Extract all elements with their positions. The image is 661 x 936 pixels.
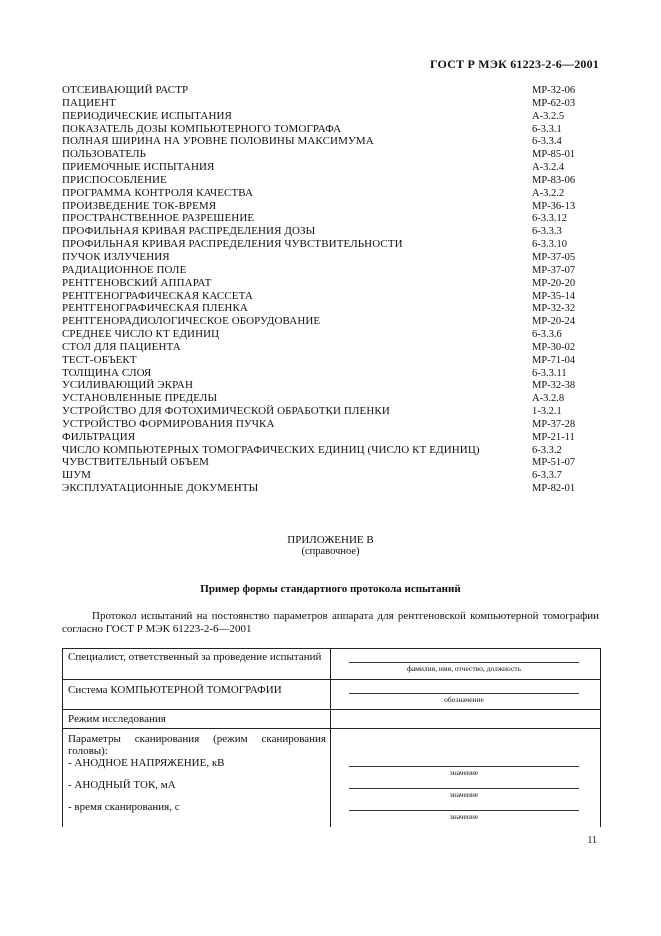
voltage-caption: значение xyxy=(449,768,479,777)
term-name: РЕНТГЕНОГРАФИЧЕСКАЯ ПЛЕНКА xyxy=(62,302,248,315)
system-field[interactable] xyxy=(331,680,600,709)
term-name: ТОЛЩИНА СЛОЯ xyxy=(62,366,152,379)
term-name: ПРОСТРАНСТВЕННОЕ РАЗРЕШЕНИЕ xyxy=(62,212,255,225)
term-name: ЧУВСТВИТЕЛЬНЫЙ ОБЪЕМ xyxy=(62,456,210,469)
term-name: УСИЛИВАЮЩИЙ ЭКРАН xyxy=(62,379,193,392)
term-row xyxy=(62,431,584,444)
document-header: ГОСТ Р МЭК 61223-2-6—2001 xyxy=(430,57,599,71)
term-code: МР-35-14 xyxy=(532,290,576,302)
mode-label: Режим исследования xyxy=(63,710,331,728)
term-row xyxy=(62,187,584,200)
term-name: ПРИСПОСОБЛЕНИЕ xyxy=(62,173,167,186)
protocol-row-specialist xyxy=(63,649,600,680)
term-name: РАДИАЦИОННОЕ ПОЛЕ xyxy=(62,263,187,276)
term-row xyxy=(62,456,584,469)
term-row xyxy=(62,328,584,341)
term-row xyxy=(62,200,584,213)
appendix-subtitle: (справочное) xyxy=(301,546,360,557)
term-code: 6-3.3.12 xyxy=(532,213,567,225)
term-row xyxy=(62,367,584,380)
term-row xyxy=(62,174,584,187)
intro-paragraph: Протокол испытаний на постоянство параметров аппарата для рентгеновской компьютерной томографии согласно ГОСТ Р МЭК 61223-2-6—2001 xyxy=(62,610,599,635)
term-code: 6-3.3.4 xyxy=(532,136,562,148)
term-row xyxy=(62,290,584,303)
term-code: А-3.2.5 xyxy=(532,110,565,122)
term-code: А-3.2.2 xyxy=(532,187,565,199)
term-code: МР-36-13 xyxy=(532,200,576,212)
protocol-form xyxy=(62,648,601,827)
term-code: МР-20-24 xyxy=(532,316,576,328)
term-row xyxy=(62,84,584,97)
protocol-row-system xyxy=(63,680,600,710)
term-code: МР-62-03 xyxy=(532,97,576,109)
time-label: - время сканирования, с xyxy=(68,801,180,813)
term-row xyxy=(62,225,584,238)
specialist-label: Специалист, ответственный за проведение испытаний xyxy=(63,649,331,679)
term-code: А-3.2.8 xyxy=(532,393,565,405)
scan-params-label: Параметры сканирования (режим сканирования головы): xyxy=(68,733,326,757)
term-name: ФИЛЬТРАЦИЯ xyxy=(62,430,136,443)
term-code: 6-3.3.11 xyxy=(532,367,567,379)
term-row xyxy=(62,379,584,392)
term-name: ПУЧОК ИЗЛУЧЕНИЯ xyxy=(62,250,170,263)
term-name: ЧИСЛО КОМПЬЮТЕРНЫХ ТОМОГРАФИЧЕСКИХ ЕДИНИЦ (ЧИСЛО КТ ЕДИНИЦ) xyxy=(62,443,480,456)
term-code: МР-32-32 xyxy=(532,303,576,315)
protocol-row-mode xyxy=(63,710,600,729)
term-row xyxy=(62,264,584,277)
current-caption: значение xyxy=(449,790,479,799)
term-row xyxy=(62,354,584,367)
scan-params-cell xyxy=(63,729,331,827)
voltage-fill-line xyxy=(349,766,579,767)
term-name: СТОЛ ДЛЯ ПАЦИЕНТА xyxy=(62,340,181,353)
term-row xyxy=(62,277,584,290)
term-name: УСТАНОВЛЕННЫЕ ПРЕДЕЛЫ xyxy=(62,392,218,405)
term-name: СРЕДНЕЕ ЧИСЛО КТ ЕДИНИЦ xyxy=(62,328,220,341)
term-code: МР-30-02 xyxy=(532,341,576,353)
term-row xyxy=(62,148,584,161)
term-row xyxy=(62,110,584,123)
term-code: 6-3.3.7 xyxy=(532,470,562,482)
term-code: 1-3.2.1 xyxy=(532,406,562,418)
term-code: МР-85-01 xyxy=(532,149,576,161)
term-name: РЕНТГЕНОГРАФИЧЕСКАЯ КАССЕТА xyxy=(62,289,253,302)
term-row xyxy=(62,392,584,405)
term-row xyxy=(62,341,584,354)
term-code: МР-21-11 xyxy=(532,431,575,443)
specialist-fill-line xyxy=(349,662,579,663)
system-fill-line xyxy=(349,693,579,694)
term-name: ШУМ xyxy=(62,469,91,482)
page-number: 11 xyxy=(587,835,597,846)
mode-field[interactable] xyxy=(331,710,600,728)
voltage-label: - АНОДНОЕ НАПРЯЖЕНИЕ, кВ xyxy=(68,757,225,769)
term-code: МР-32-38 xyxy=(532,380,576,392)
term-row xyxy=(62,251,584,264)
term-name: ПАЦИЕНТ xyxy=(62,96,116,109)
term-name: ПЕРИОДИЧЕСКИЕ ИСПЫТАНИЯ xyxy=(62,109,232,122)
term-name: ПОЛЬЗОВАТЕЛЬ xyxy=(62,148,147,161)
system-caption: обозначение xyxy=(444,695,484,704)
specialist-caption: фамилия, имя, отчество, должность xyxy=(406,664,522,673)
term-row xyxy=(62,161,584,174)
term-row xyxy=(62,482,584,495)
time-caption: значение xyxy=(449,812,479,821)
term-code: МР-51-07 xyxy=(532,457,576,469)
term-name: ПРОФИЛЬНАЯ КРИВАЯ РАСПРЕДЕЛЕНИЯ ДОЗЫ xyxy=(62,225,316,238)
term-name: ЭКСПЛУАТАЦИОННЫЕ ДОКУМЕНТЫ xyxy=(62,482,259,495)
time-fill-line xyxy=(349,810,579,811)
term-code: МР-37-05 xyxy=(532,251,576,263)
term-row xyxy=(62,135,584,148)
term-name: ПОЛНАЯ ШИРИНА НА УРОВНЕ ПОЛОВИНЫ МАКСИМУМА xyxy=(62,135,374,148)
term-code: МР-83-06 xyxy=(532,174,576,186)
term-name: РЕНТГЕНОВСКИЙ АППАРАТ xyxy=(62,276,212,289)
term-name: ПОКАЗАТЕЛЬ ДОЗЫ КОМПЬЮТЕРНОГО ТОМОГРАФА xyxy=(62,122,342,135)
section-heading: Пример формы стандартного протокола испытаний xyxy=(200,583,461,595)
scan-params-fields xyxy=(331,729,600,827)
term-row xyxy=(62,212,584,225)
system-label: Система КОМПЬЮТЕРНОЙ ТОМОГРАФИИ xyxy=(63,680,331,709)
term-name: УСТРОЙСТВО ФОРМИРОВАНИЯ ПУЧКА xyxy=(62,417,275,430)
term-code: МР-71-04 xyxy=(532,354,576,366)
terms-index xyxy=(62,84,584,495)
specialist-field[interactable] xyxy=(331,649,600,679)
term-code: МР-37-07 xyxy=(532,264,576,276)
term-row xyxy=(62,315,584,328)
term-row xyxy=(62,238,584,251)
term-name: ПРОФИЛЬНАЯ КРИВАЯ РАСПРЕДЕЛЕНИЯ ЧУВСТВИТЕЛЬНОСТИ xyxy=(62,238,403,251)
appendix-title: ПРИЛОЖЕНИЕ В xyxy=(287,534,374,546)
term-name: РЕНТГЕНОРАДИОЛОГИЧЕСКОЕ ОБОРУДОВАНИЕ xyxy=(62,315,321,328)
term-row xyxy=(62,444,584,457)
term-code: МР-32-06 xyxy=(532,85,576,96)
term-row xyxy=(62,418,584,431)
term-row xyxy=(62,469,584,482)
term-code: 6-3.3.3 xyxy=(532,226,562,238)
term-code: МР-82-01 xyxy=(532,483,576,495)
protocol-row-scan-params xyxy=(63,729,600,827)
term-row xyxy=(62,97,584,110)
term-code: 6-3.3.2 xyxy=(532,444,562,456)
term-code: А-3.2.4 xyxy=(532,162,565,174)
term-name: УСТРОЙСТВО ДЛЯ ФОТОХИМИЧЕСКОЙ ОБРАБОТКИ ПЛЕНКИ xyxy=(62,405,390,418)
term-code: МР-20-20 xyxy=(532,277,576,289)
term-row xyxy=(62,302,584,315)
current-fill-line xyxy=(349,788,579,789)
term-code: 6-3.3.6 xyxy=(532,329,562,341)
term-code: 6-3.3.10 xyxy=(532,239,567,251)
term-name: ПРИЕМОЧНЫЕ ИСПЫТАНИЯ xyxy=(62,161,215,174)
term-code: 6-3.3.1 xyxy=(532,123,562,135)
current-label: - АНОДНЫЙ ТОК, мА xyxy=(68,779,176,791)
term-code: МР-37-28 xyxy=(532,418,576,430)
term-name: ПРОИЗВЕДЕНИЕ ТОК-ВРЕМЯ xyxy=(62,199,217,212)
term-name: ТЕСТ-ОБЪЕКТ xyxy=(62,353,137,366)
term-name: ПРОГРАММА КОНТРОЛЯ КАЧЕСТВА xyxy=(62,186,254,199)
term-name: ОТСЕИВАЮЩИЙ РАСТР xyxy=(62,84,189,96)
term-row xyxy=(62,123,584,136)
term-row xyxy=(62,405,584,418)
